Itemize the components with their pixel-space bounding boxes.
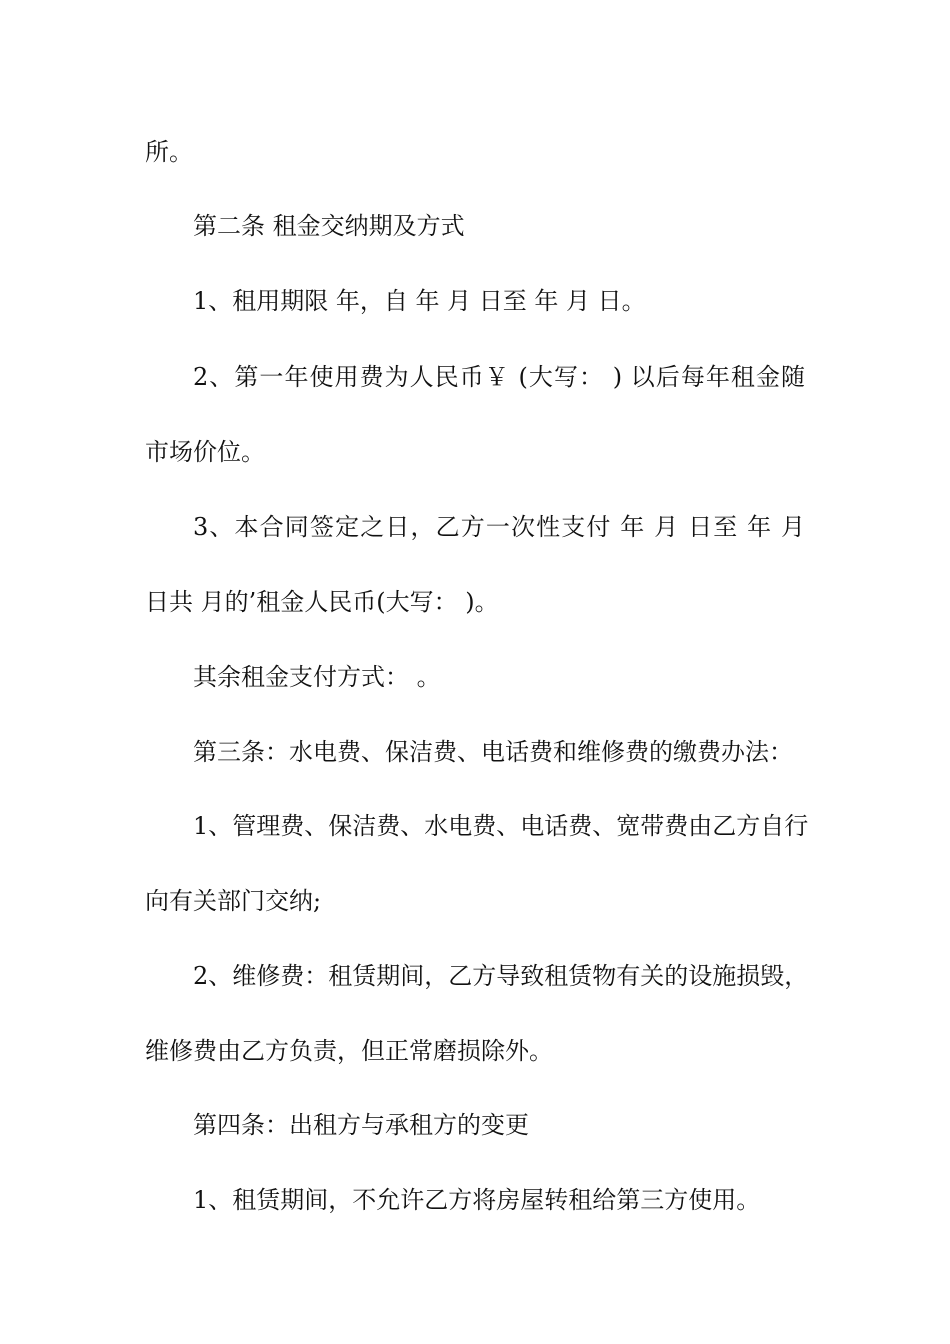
paragraph-line: 维修费由乙方负责，但正常磨损除外。 bbox=[145, 1037, 553, 1065]
clause-item: 1、租用期限 年，自 年 月 日至 年 月 日。 bbox=[193, 287, 646, 315]
article-heading: 第三条：水电费、保洁费、电话费和维修费的缴费办法： bbox=[193, 738, 793, 766]
paragraph-line: 所。 bbox=[145, 138, 193, 166]
article-heading: 第四条：出租方与承租方的变更 bbox=[193, 1111, 529, 1139]
clause-item: 2、第一年使用费为人民币￥ (大写： ) 以后每年租金随 bbox=[193, 363, 805, 391]
paragraph-line: 日共 月的’租金人民币(大写： )。 bbox=[145, 588, 499, 616]
paragraph-line: 其余租金支付方式： 。 bbox=[193, 663, 441, 691]
clause-item: 1、管理费、保洁费、水电费、电话费、宽带费由乙方自行 bbox=[193, 812, 809, 840]
paragraph-line: 市场价位。 bbox=[145, 438, 265, 466]
clause-item: 3、本合同签定之日，乙方一次性支付 年 月 日至 年 月 bbox=[193, 513, 805, 541]
clause-item: 2、维修费：租赁期间，乙方导致租赁物有关的设施损毁， bbox=[193, 962, 809, 990]
article-heading: 第二条 租金交纳期及方式 bbox=[193, 212, 465, 240]
paragraph-line: 向有关部门交纳; bbox=[145, 887, 322, 915]
clause-item: 1、租赁期间，不允许乙方将房屋转租给第三方使用。 bbox=[193, 1186, 761, 1214]
